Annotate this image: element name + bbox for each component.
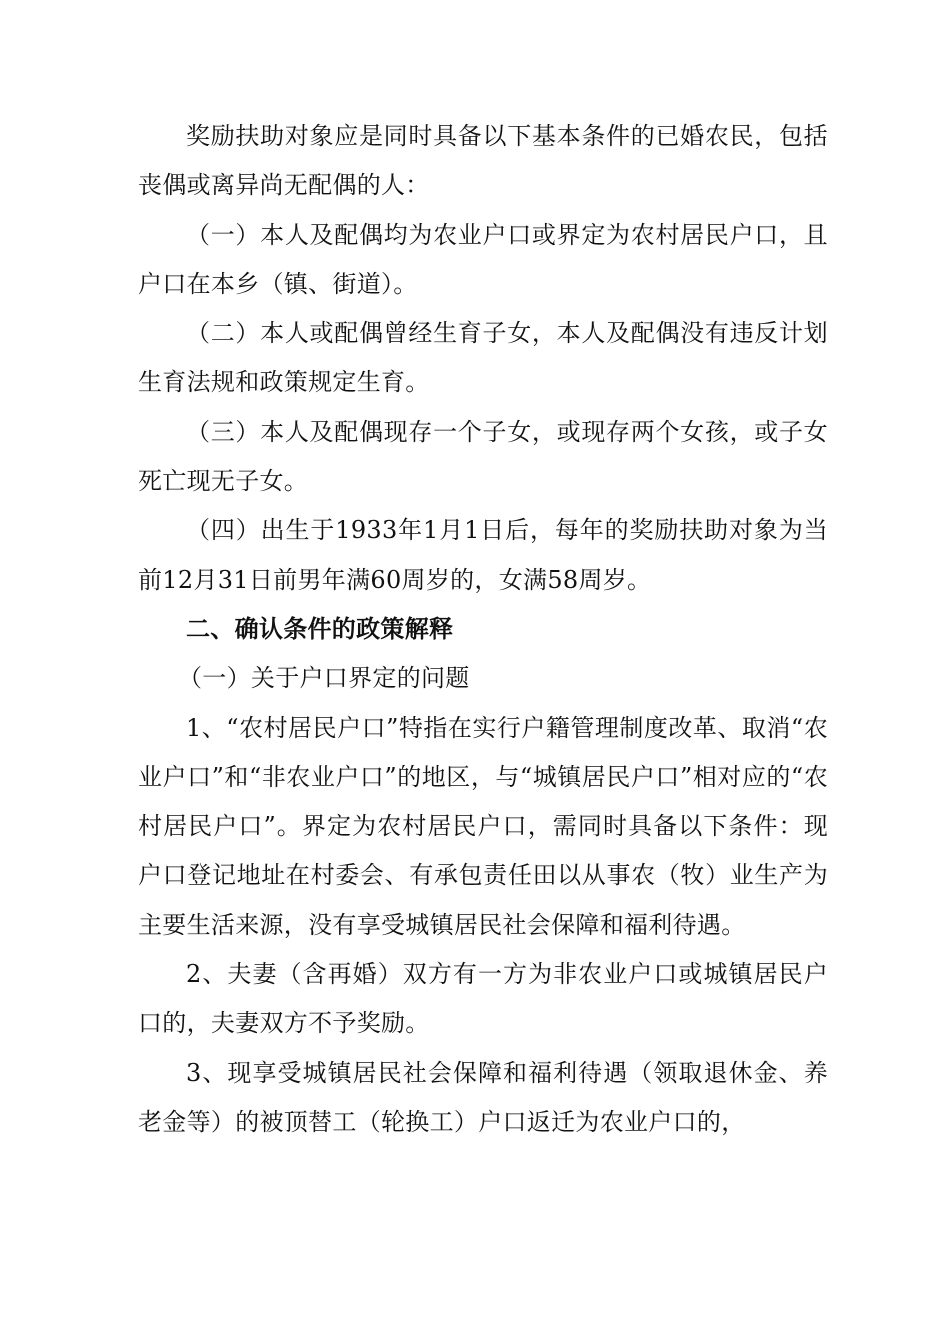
paragraph-condition-4: （四）出生于1933年1月1日后，每年的奖励扶助对象为当前12月31日前男年满60周岁的，女满58周岁。 xyxy=(138,516,828,594)
paragraph-explanation-2: 2、夫妻（含再婚）双方有一方为非农业户口或城镇居民户口的，夫妻双方不予奖励。 xyxy=(138,960,828,1038)
paragraph-eligibility-intro: 奖励扶助对象应是同时具备以下基本条件的已婚农民，包括丧偶或离异尚无配偶的人： xyxy=(138,122,828,200)
paragraph-condition-3: （三）本人及配偶现存一个子女，或现存两个女孩，或子女死亡现无子女。 xyxy=(138,417,828,496)
document-body xyxy=(138,112,828,1147)
paragraph-explanation-3: 3、现享受城镇居民社会保障和福利待遇（领取退休金、养老金等）的被顶替工（轮换工）户口返迁为农业户口的， xyxy=(138,1058,828,1136)
paragraph-condition-2: （二）本人或配偶曾经生育子女，本人及配偶没有违反计划生育法规和政策规定生育。 xyxy=(138,319,828,397)
subsection-heading: （一）关于户口界定的问题 xyxy=(178,664,470,693)
section-heading: 二、确认条件的政策解释 xyxy=(186,614,454,643)
paragraph-condition-1: （一）本人及配偶均为农业户口或界定为农村居民户口，且户口在本乡（镇、街道）。 xyxy=(138,220,828,298)
paragraph-explanation-1: 1、“农村居民户口”特指在实行户籍管理制度改革、取消“农业户口”和“非农业户口”的地区，与“城镇居民户口”相对应的“农村居民户口”。界定为农村居民户口，需同时具备以下条件：现户口登记地址在村委会、有承包责任田以从事农（牧）业生产为主要生活来源，没有享受城镇居民社会保障和福利待遇。 xyxy=(138,713,828,939)
